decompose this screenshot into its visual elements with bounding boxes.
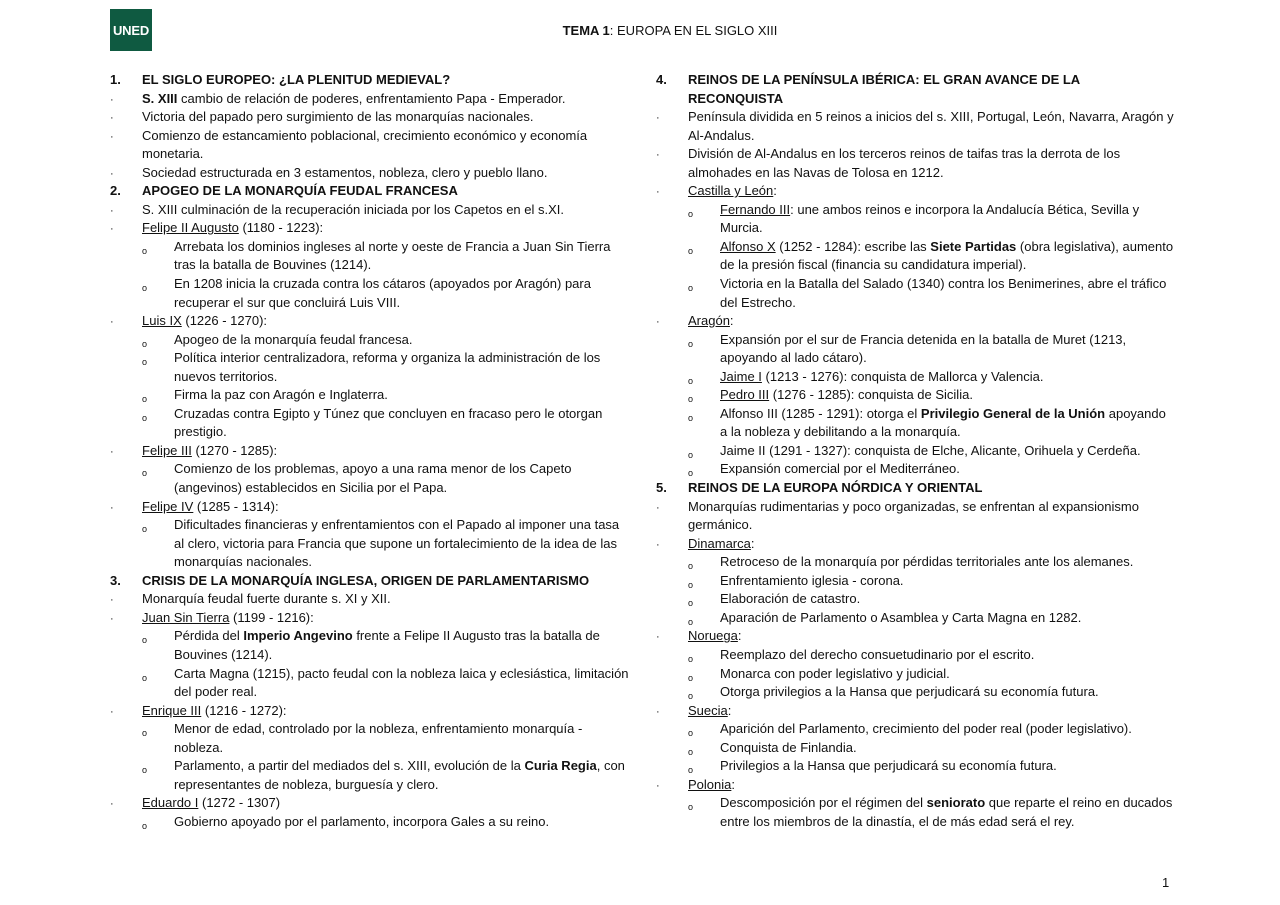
- sub-list-item: [110, 516, 630, 572]
- circle-bullet-icon: o: [142, 338, 148, 349]
- underlined-name: Polonia: [688, 776, 732, 792]
- dot-bullet-icon: ·: [110, 612, 114, 625]
- item-text: frente a Felipe II Augusto tras la batalla de Bouvines (1214).: [174, 628, 600, 662]
- circle-bullet-icon: o: [142, 728, 148, 739]
- item-text: Jaime II (1291 - 1327): conquista de Elche, Alicante, Orihuela y Cerdeña.: [720, 442, 1141, 458]
- dot-bullet-icon: ·: [110, 798, 114, 811]
- section-number: 3.: [110, 572, 121, 588]
- dot-bullet-icon: ·: [110, 112, 114, 125]
- item-text: (1199 - 1216):: [229, 609, 314, 625]
- item-text: (1252 - 1284): escribe las: [775, 238, 931, 254]
- underlined-name: Fernando III: [720, 201, 791, 217]
- dot-bullet-icon: ·: [656, 705, 660, 718]
- sub-list-item: [656, 683, 1176, 702]
- underlined-name: Aragón: [688, 313, 730, 329]
- item-text: Cruzadas contra Egipto y Túnez que concluyen en fracaso pero le otorgan prestigio.: [174, 405, 603, 440]
- left-column: [110, 71, 630, 831]
- item-text: :: [729, 313, 734, 329]
- circle-bullet-icon: o: [688, 208, 694, 219]
- dot-bullet-icon: ·: [110, 594, 114, 607]
- sub-list-item: [656, 739, 1176, 758]
- dot-bullet-icon: ·: [110, 223, 114, 236]
- item-text: Expansión por el sur de Francia detenida en la batalla de Muret (1213, apoyando al lado cátaro).: [720, 331, 1127, 366]
- item-text: Arrebata los dominios ingleses al norte y oeste de Francia a Juan Sin Tierra tras la batalla de Bouvines (1214).: [174, 238, 611, 273]
- sub-list-item: [110, 813, 630, 832]
- sub-list-item: [110, 238, 630, 275]
- circle-bullet-icon: o: [142, 412, 148, 423]
- bullet-list-item: [110, 609, 630, 628]
- underlined-name: Alfonso X: [720, 238, 776, 254]
- circle-bullet-icon: o: [688, 765, 694, 776]
- dot-bullet-icon: ·: [110, 167, 114, 180]
- item-text: (1180 - 1223):: [238, 220, 324, 236]
- circle-bullet-icon: o: [688, 412, 694, 423]
- section-heading: [110, 71, 630, 90]
- underlined-name: Juan Sin Tierra: [142, 609, 230, 625]
- item-text: Enfrentamiento iglesia - corona.: [720, 572, 904, 588]
- dot-bullet-icon: ·: [656, 112, 660, 125]
- underlined-name: Felipe IV: [142, 498, 194, 514]
- right-column: [656, 71, 1176, 831]
- underlined-name: Noruega: [688, 628, 738, 644]
- dot-bullet-icon: ·: [110, 501, 114, 514]
- bold-term: Siete Partidas: [930, 238, 1017, 254]
- item-text: Victoria en la Batalla del Salado (1340) contra los Benimerines, abre el tráfico del Estrecho.: [720, 276, 1167, 310]
- item-text: Menor de edad, controlado por la nobleza, enfrentamiento monarquía - nobleza.: [174, 721, 583, 755]
- sub-list-item: [110, 386, 630, 405]
- item-text: Victoria del papado pero surgimiento de las monarquías nacionales.: [142, 109, 534, 125]
- item-text: Península dividida en 5 reinos a inicios del s. XIII, Portugal, León, Navarra, Aragón y Al-Andalus.: [688, 109, 1174, 143]
- circle-bullet-icon: o: [688, 802, 694, 813]
- circle-bullet-icon: o: [688, 375, 694, 386]
- sub-list-item: [110, 665, 630, 702]
- underlined-name: Pedro III: [720, 387, 770, 403]
- item-text: apoyando a la nobleza y debilitando a la monarquía.: [720, 405, 1166, 440]
- section-title: EL SIGLO EUROPEO: ¿LA PLENITUD MEDIEVAL?: [142, 72, 451, 87]
- circle-bullet-icon: o: [688, 561, 694, 572]
- item-text: Descomposición por el régimen del: [720, 795, 927, 811]
- bullet-list-item: [656, 145, 1176, 182]
- circle-bullet-icon: o: [688, 728, 694, 739]
- section-title: CRISIS DE LA MONARQUÍA INGLESA, ORIGEN DE PARLAMENTARISMO: [142, 572, 590, 588]
- circle-bullet-icon: o: [142, 524, 148, 535]
- section-title: REINOS DE LA PENÍNSULA IBÉRICA: EL GRAN AVANCE DE LA RECONQUISTA: [688, 72, 1080, 106]
- bullet-list-item: [110, 312, 630, 331]
- item-text: Otorga privilegios a la Hansa que perjudicará su economía futura.: [720, 684, 1099, 700]
- bold-term: Imperio Angevino: [243, 628, 353, 644]
- sub-list-item: [656, 331, 1176, 368]
- item-text: Sociedad estructurada en 3 estamentos, nobleza, clero y pueblo llano.: [142, 164, 548, 180]
- bullet-list-item: [110, 794, 630, 813]
- dot-bullet-icon: ·: [656, 501, 660, 514]
- item-text: cambio de relación de poderes, enfrentamiento Papa - Emperador.: [177, 90, 566, 106]
- bullet-list-item: [656, 108, 1176, 145]
- circle-bullet-icon: o: [688, 653, 694, 664]
- circle-bullet-icon: o: [142, 357, 148, 368]
- bullet-list-item: [110, 498, 630, 517]
- bullet-list-item: [656, 312, 1176, 331]
- underlined-name: Felipe III: [142, 442, 192, 458]
- underlined-name: Suecia: [688, 702, 728, 718]
- item-text: Pérdida del: [174, 628, 244, 644]
- item-text: S. XIII culminación de la recuperación iniciada por los Capetos en el s.XI.: [142, 201, 565, 217]
- sub-list-item: [656, 553, 1176, 572]
- sub-list-item: [656, 794, 1176, 831]
- dot-bullet-icon: ·: [110, 130, 114, 143]
- header-title-rest: : EUROPA EN EL SIGLO XIII: [609, 23, 778, 38]
- dot-bullet-icon: ·: [110, 204, 114, 217]
- sub-list-item: [110, 349, 630, 386]
- circle-bullet-icon: o: [688, 579, 694, 590]
- item-text: Aparición del Parlamento, crecimiento del poder real (poder legislativo).: [720, 721, 1132, 737]
- bullet-list-item: [656, 702, 1176, 721]
- dot-bullet-icon: ·: [110, 445, 114, 458]
- item-text: Parlamento, a partir del mediados del s. XIII, evolución de la: [174, 758, 525, 774]
- header-title-bold: TEMA 1: [562, 23, 610, 38]
- underlined-name: Felipe II Augusto: [142, 220, 239, 236]
- section-title: REINOS DE LA EUROPA NÓRDICA Y ORIENTAL: [688, 480, 983, 496]
- dot-bullet-icon: ·: [656, 779, 660, 792]
- item-text: (1270 - 1285):: [191, 442, 278, 458]
- sub-list-item: [656, 386, 1176, 405]
- bold-term: seniorato: [926, 795, 986, 811]
- item-text: Monarquías rudimentarias y poco organizadas, se enfrentan al expansionismo germánico.: [688, 498, 1139, 533]
- sub-list-item: [110, 331, 630, 350]
- item-text: :: [727, 702, 732, 718]
- bold-term: S. XIII: [142, 90, 178, 106]
- circle-bullet-icon: o: [142, 820, 148, 831]
- item-text: Retroceso de la monarquía por pérdidas territoriales ante los alemanes.: [720, 554, 1134, 570]
- circle-bullet-icon: o: [142, 765, 148, 776]
- logo-text: UNED: [112, 22, 150, 38]
- item-text: Conquista de Finlandia.: [720, 739, 857, 755]
- item-text: (1216 - 1272):: [201, 702, 287, 718]
- bullet-list-item: [110, 127, 630, 164]
- circle-bullet-icon: o: [688, 598, 694, 609]
- item-text: , con representantes de nobleza, burguesía y clero.: [174, 758, 625, 792]
- bullet-list-item: [110, 90, 630, 109]
- circle-bullet-icon: o: [688, 672, 694, 683]
- sub-list-item: [656, 609, 1176, 628]
- sub-list-item: [656, 275, 1176, 312]
- bullet-list-item: [110, 108, 630, 127]
- item-text: :: [750, 535, 755, 551]
- circle-bullet-icon: o: [688, 468, 694, 479]
- bullet-list-item: [110, 590, 630, 609]
- sub-list-item: [110, 275, 630, 312]
- item-text: (1276 - 1285): conquista de Sicilia.: [769, 387, 973, 403]
- item-text: Apogeo de la monarquía feudal francesa.: [174, 331, 413, 347]
- sub-list-item: [110, 757, 630, 794]
- section-title: APOGEO DE LA MONARQUÍA FEUDAL FRANCESA: [142, 183, 458, 199]
- item-text: Comienzo de estancamiento poblacional, crecimiento económico y economía monetaria.: [142, 127, 588, 162]
- circle-bullet-icon: o: [688, 338, 694, 349]
- item-text: :: [731, 776, 735, 792]
- dot-bullet-icon: ·: [110, 93, 114, 106]
- sub-list-item: [656, 442, 1176, 461]
- bullet-list-item: [656, 182, 1176, 201]
- item-text: Elaboración de catastro.: [720, 591, 861, 607]
- circle-bullet-icon: o: [688, 394, 694, 405]
- sub-list-item: [656, 368, 1176, 387]
- underlined-name: Enrique III: [142, 702, 202, 718]
- item-text: Política interior centralizadora, reforma y organiza la administración de los nuevos territorios.: [174, 350, 601, 384]
- sub-list-item: [110, 460, 630, 497]
- sub-list-item: [110, 405, 630, 442]
- sub-list-item: [656, 460, 1176, 479]
- item-text: Gobierno apoyado por el parlamento, incorpora Gales a su reino.: [174, 813, 550, 829]
- dot-bullet-icon: ·: [656, 316, 660, 329]
- item-text: Monarca con poder legislativo y judicial.: [720, 665, 950, 681]
- circle-bullet-icon: o: [142, 245, 148, 256]
- sub-list-item: [110, 720, 630, 757]
- underlined-name: Luis IX: [142, 313, 182, 329]
- sub-list-item: [656, 665, 1176, 684]
- circle-bullet-icon: o: [688, 746, 694, 757]
- bold-term: Curia Regia: [524, 758, 597, 774]
- item-text: : une ambos reinos e incorpora la Andalucía Bética, Sevilla y Murcia.: [720, 201, 1140, 236]
- item-text: que reparte el reino en ducados entre los miembros de la dinastía, el de más edad será el rey.: [720, 795, 1173, 829]
- underlined-name: Castilla y León: [688, 183, 774, 199]
- item-text: (1213 - 1276): conquista de Mallorca y Valencia.: [761, 368, 1044, 384]
- sub-list-item: [656, 201, 1176, 238]
- item-text: División de Al-Andalus en los terceros reinos de taifas tras la derrota de los almohades en las Navas de Tolosa en 1212.: [688, 146, 1121, 180]
- sub-list-item: [656, 238, 1176, 275]
- sub-list-item: [656, 757, 1176, 776]
- bullet-list-item: [656, 498, 1176, 535]
- item-text: Comienzo de los problemas, apoyo a una rama menor de los Capeto (angevinos) establecidos en Sicilia por el Papa.: [174, 461, 572, 496]
- item-text: (1226 - 1270):: [181, 313, 268, 329]
- item-text: Privilegios a la Hansa que perjudicará su economía futura.: [720, 758, 1057, 774]
- section-number: 1.: [110, 72, 121, 87]
- bold-term: Privilegio General de la Unión: [920, 405, 1106, 421]
- circle-bullet-icon: o: [688, 245, 694, 256]
- circle-bullet-icon: o: [142, 468, 148, 479]
- dot-bullet-icon: ·: [656, 149, 660, 162]
- sub-list-item: [656, 720, 1176, 739]
- page-header: [0, 23, 1280, 39]
- circle-bullet-icon: o: [688, 616, 694, 627]
- dot-bullet-icon: ·: [110, 316, 114, 329]
- sub-list-item: [656, 572, 1176, 591]
- item-text: En 1208 inicia la cruzada contra los cátaros (apoyados por Aragón) para recuperar el sur que concluirá Luis VIII.: [174, 276, 591, 310]
- section-heading: [656, 479, 1176, 498]
- bullet-list-item: [656, 776, 1176, 795]
- sub-list-item: [656, 590, 1176, 609]
- page-number: 1: [1162, 875, 1170, 890]
- circle-bullet-icon: o: [142, 283, 148, 294]
- circle-bullet-icon: o: [142, 672, 148, 683]
- item-text: Reemplazo del derecho consuetudinario por el escrito.: [720, 646, 1035, 662]
- bullet-list-item: [110, 164, 630, 183]
- bullet-list-item: [110, 442, 630, 461]
- item-text: Firma la paz con Aragón e Inglaterra.: [174, 387, 388, 403]
- circle-bullet-icon: o: [688, 691, 694, 702]
- sub-list-item: [110, 627, 630, 664]
- bullet-list-item: [110, 219, 630, 238]
- circle-bullet-icon: o: [142, 394, 148, 405]
- bullet-list-item: [110, 201, 630, 220]
- item-text: :: [737, 628, 742, 644]
- sub-list-item: [656, 646, 1176, 665]
- underlined-name: Dinamarca: [688, 535, 751, 551]
- item-text: Aparación de Parlamento o Asamblea y Carta Magna en 1282.: [720, 609, 1082, 625]
- section-heading: [110, 572, 630, 591]
- circle-bullet-icon: o: [688, 449, 694, 460]
- item-text: (1272 - 1307): [198, 795, 281, 811]
- item-text: Dificultades financieras y enfrentamientos con el Papado al imponer una tasa al clero, victoria para Francia que supone un fortalecimiento de la idea de las monarquías nacionales.: [174, 517, 620, 570]
- item-text: Alfonso III (1285 - 1291): otorga el: [720, 405, 921, 421]
- section-number: 2.: [110, 183, 121, 199]
- item-text: Monarquía feudal fuerte durante s. XI y XII.: [142, 591, 391, 607]
- underlined-name: Jaime I: [720, 368, 762, 384]
- item-text: (1285 - 1314):: [193, 498, 279, 514]
- section-heading: [110, 182, 630, 201]
- item-text: :: [773, 183, 777, 199]
- bullet-list-item: [110, 702, 630, 721]
- item-text: Expansión comercial por el Mediterráneo.: [720, 461, 960, 477]
- section-number: 5.: [656, 480, 667, 496]
- underlined-name: Eduardo I: [142, 795, 199, 811]
- item-text: Carta Magna (1215), pacto feudal con la nobleza laica y eclesiástica, limitación del poder real.: [174, 665, 629, 700]
- circle-bullet-icon: o: [688, 283, 694, 294]
- circle-bullet-icon: o: [142, 635, 148, 646]
- section-number: 4.: [656, 72, 667, 87]
- dot-bullet-icon: ·: [656, 186, 660, 199]
- item-text: (obra legislativa), aumento de la presión fiscal (financia su candidatura imperial).: [720, 238, 1174, 273]
- bullet-list-item: [656, 627, 1176, 646]
- section-heading: [656, 71, 1176, 108]
- dot-bullet-icon: ·: [656, 631, 660, 644]
- dot-bullet-icon: ·: [110, 705, 114, 718]
- dot-bullet-icon: ·: [656, 538, 660, 551]
- sub-list-item: [656, 405, 1176, 442]
- bullet-list-item: [656, 535, 1176, 554]
